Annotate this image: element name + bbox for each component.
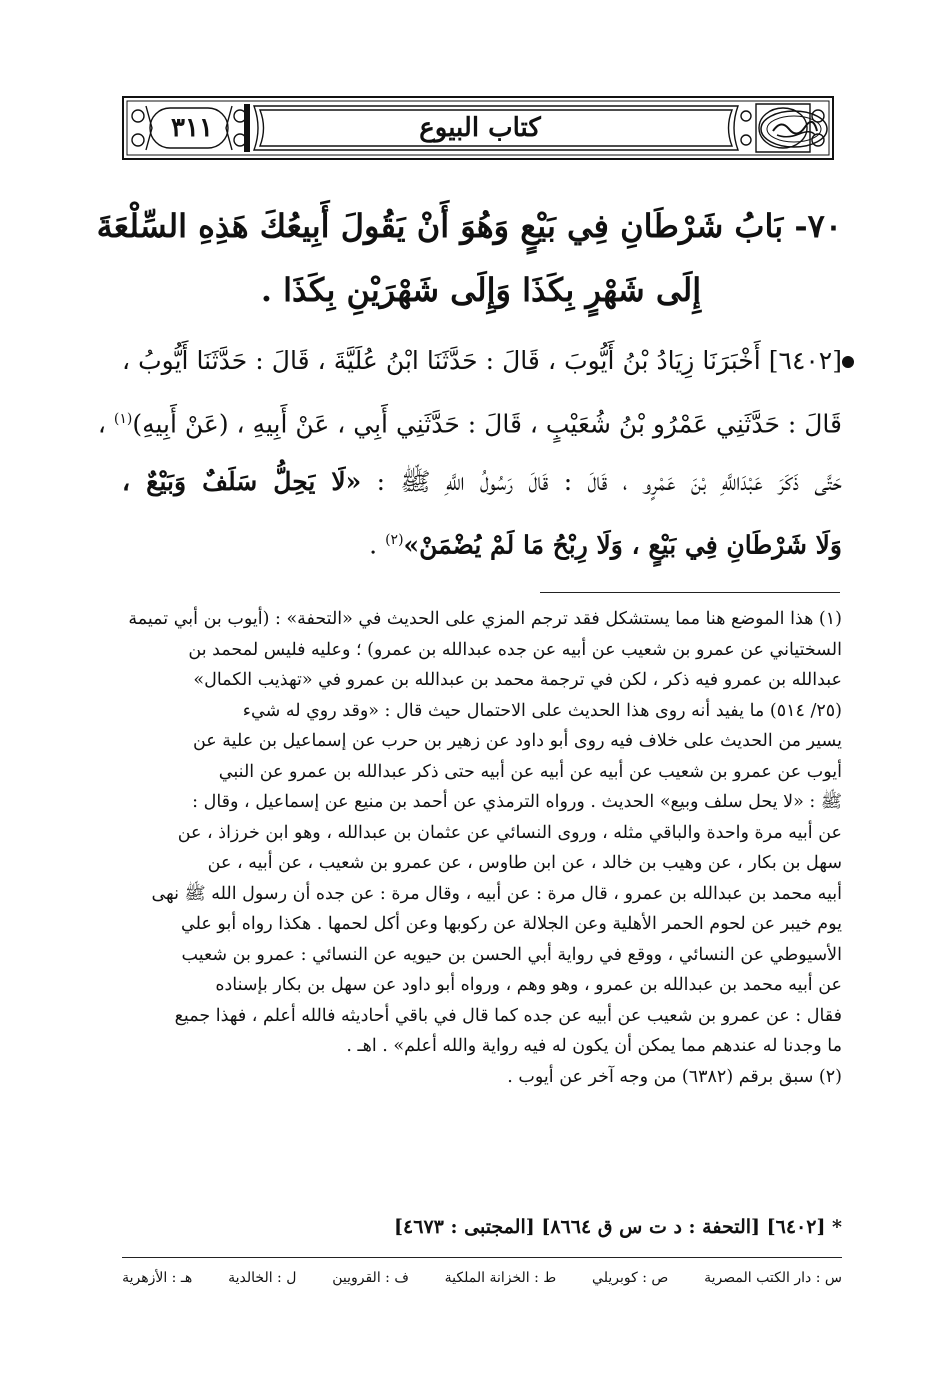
manuscript-abbreviations bbox=[122, 1264, 842, 1292]
bullet-marker bbox=[842, 356, 854, 368]
footnote-ref: (١) bbox=[113, 411, 133, 427]
footnote-line: عبدالله بن عمرو فيه ذكر ، لكن في ترجمة محمد بن عبدالله بن عمرو في «تهذيب الكمال» bbox=[193, 670, 842, 690]
footnote-line: أبيه محمد بن عبدالله بن عمرو ، قال مرة : عن أبيه ، وقال مرة : عن جده أن رسول الله ﷺ نهى bbox=[151, 883, 842, 904]
abbreviations-separator bbox=[122, 1257, 842, 1258]
abbreviation: س : دار الكتب المصرية bbox=[704, 1270, 842, 1286]
logo-emblem-icon bbox=[759, 109, 829, 149]
footnote-line: ما وجدنا له عندهم مما يمكن أن يكون له فيه رواية والله أعلم» . اهـ . bbox=[346, 1036, 842, 1056]
footnote-line: ﷺ : «لا يحل سلف وبيع» الحديث . ورواه الترمذي عن أحمد بن منيع عن إسماعيل ، وقال : bbox=[192, 792, 842, 812]
footnote-line: فقال : عن عمرو بن شعيب عن أبيه عن جده كما قال في باقي أحاديثه فالله أعلم ، فهذا جميع bbox=[174, 1005, 842, 1026]
footnote-line: عن أبيه مرة واحدة والباقي مثله ، وروى النسائي عن عثمان بن عبدالله ، وهو ابن خرزاذ ، عن bbox=[177, 822, 842, 843]
footnote-line: السختياني عن عمرو بن شعيب عن أبيه عن جده عبدالله بن عمرو) ؛ وعليه فليس لمحمد بن bbox=[188, 639, 842, 660]
prophetic-saying: «لَا يَحِلُّ سَلَفٌ وَبَيْعٌ ، bbox=[122, 467, 362, 497]
abbreviation: ص : كوبريلي bbox=[592, 1270, 669, 1286]
page-number: ٣١١ bbox=[171, 113, 213, 143]
chapter-title-line: ٧٠- بَابُ شَرْطَانِ فِي بَيْعٍ وَهُوَ أَنْ يَقُولَ أَبِيعُكَ هَذِهِ السِّلْعَةَ bbox=[96, 207, 842, 245]
prophetic-saying: وَلَا شَرْطَانِ فِي بَيْعٍ ، وَلَا رِبْحُ مَا لَمْ يُضْمَنْ» bbox=[403, 530, 842, 560]
hadith-line: [٦٤٠٢] أَخْبَرَنَا زِيَادُ بْنُ أَيُّوبَ ، قَالَ : حَدَّثَنَا ابْنُ عُلَيَّةَ ، قَالَ : حَدَّثَنَا أَيُّوبُ ، bbox=[122, 346, 842, 375]
book-title: كتاب البيوع bbox=[419, 113, 541, 143]
hadith-line: حَتَّى ذَكَرَ عَبْدَاللَّهِ بْنَ عَمْرٍو ، قَالَ : قَالَ رَسُولُ اللَّهِ ﷺ : «لَا يَحِلُّ سَلَفٌ وَبَيْعٌ ، bbox=[122, 467, 842, 497]
series-logo bbox=[752, 106, 836, 152]
footnote-ref: (٢) bbox=[385, 532, 404, 549]
hadith-line: وَلَا شَرْطَانِ فِي بَيْعٍ ، وَلَا رِبْحُ مَا لَمْ يُضْمَنْ»$^{(٢)}$ . bbox=[369, 530, 842, 560]
footnote-line: (٢) سبق برقم (٦٣٨٢) من وجه آخر عن أيوب . bbox=[507, 1066, 842, 1087]
footnote-line: سهل بن بكار ، عن وهيب بن خالد ، عن ابن طاوس ، عن عمرو بن شعيب ، عن أبيه ، عن bbox=[207, 853, 842, 873]
footnote-line: الأسيوطي عن النسائي ، ووقع في رواية أبي الحسن بن حيويه عن النسائي : عمرو بن شعيب bbox=[181, 944, 842, 965]
chapter-title bbox=[96, 194, 842, 322]
footnote-separator bbox=[540, 592, 840, 593]
chapter-title-line: إِلَى شَهْرٍ بِكَذَا وَإِلَى شَهْرَيْنِ بِكَذَا . bbox=[260, 271, 702, 309]
footnote-line: (٢٥/ ٥١٤) ما يفيد أنه روى هذا الحديث على الاحتمال حيث قال : «وقد روي له شيء bbox=[242, 700, 842, 721]
hadith-text bbox=[97, 332, 842, 575]
footnote-line: يوم خيبر عن لحوم الحمر الأهلية وعن الجلالة عن ركوبها وعن أكل لحمها . هكذا رواه أبو علي bbox=[181, 914, 842, 934]
footnote-line: يسير من الحديث على خلاف فيه روى أبو داود عن زهير بن حرب عن إسماعيل بن علية عن bbox=[192, 731, 842, 751]
hadith-line: قَالَ : حَدَّثَنِي عَمْرُو بْنُ شُعَيْبٍ ، قَالَ : حَدَّثَنِي أَبِي ، عَنْ أَبِيهِ ، (عَنْ أَبِيهِ)$^{(١)}$ ، bbox=[97, 409, 842, 439]
abbreviation: هـ : الأزهرية bbox=[122, 1270, 193, 1286]
footnote-line: عن أبيه محمد بن عبدالله بن عمرو ، وهو وهم ، ورواه أبو داود عن سهل بن بكار بإسناده bbox=[215, 975, 842, 995]
abbreviation: ل : الخالدية bbox=[228, 1270, 297, 1286]
footnotes bbox=[122, 604, 842, 1092]
footnote-line: أيوب عن عمرو بن شعيب عن أبيه عن أبيه عن أبيه حتى ذكر عبدالله بن عمرو عن النبي bbox=[218, 761, 842, 782]
abbreviation: ط : الخزانة الملكية bbox=[444, 1270, 557, 1286]
footnote-line: (١) هذا الموضع هنا مما يستشكل فقد ترجم المزي على الحديث في «التحفة» : (أيوب بن أبي تميمة bbox=[128, 609, 842, 629]
tahfa-reference: * [٦٤٠٢] [التحفة : د ت س ق ٨٦٦٤] [المجتبى : ٤٦٧٣] bbox=[394, 1216, 842, 1238]
abbreviation: ف : القرويين bbox=[332, 1270, 409, 1286]
